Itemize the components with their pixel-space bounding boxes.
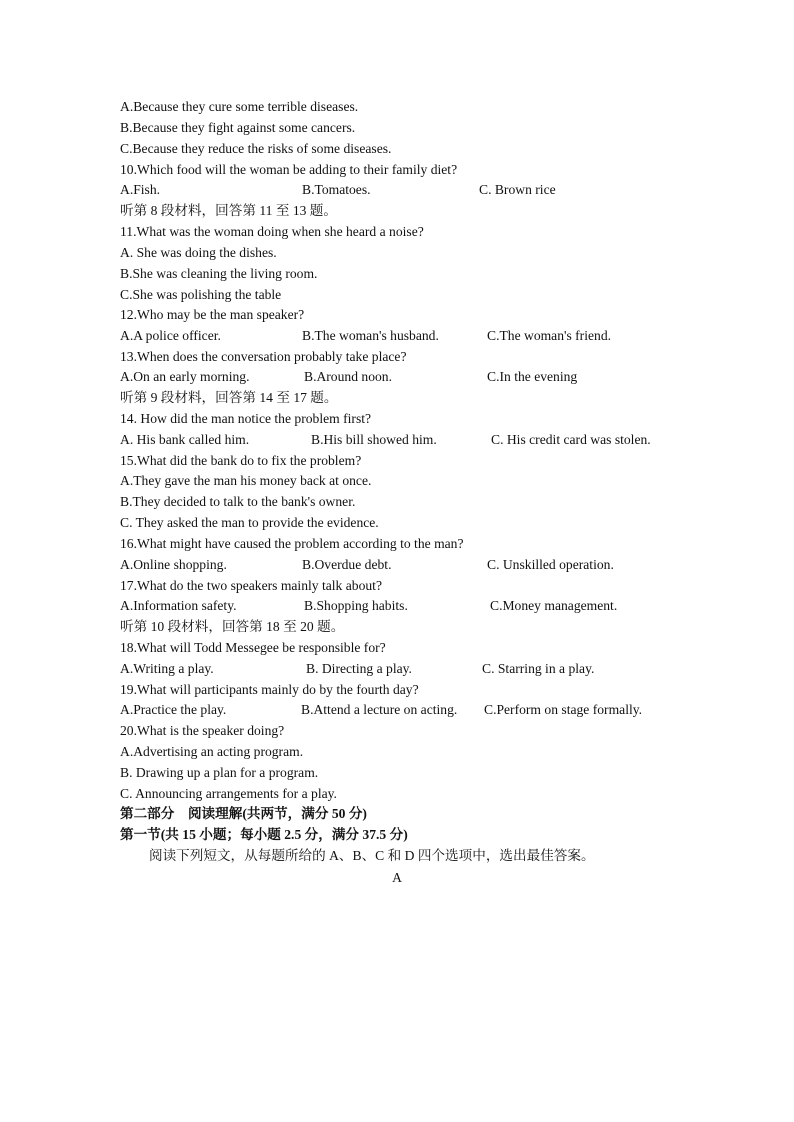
q17-option-c: C.Money management. xyxy=(490,598,618,613)
q14-option-c: C. His credit card was stolen. xyxy=(491,432,651,447)
q19-question: 19.What will participants mainly do by the fourth day? xyxy=(120,682,419,697)
section-10-instruction: 听第 10 段材料，回答第 18 至 20 题。 xyxy=(120,619,345,634)
q14-question: 14. How did the man notice the problem first? xyxy=(120,411,372,426)
reading-instructions: 阅读下列短文，从每题所给的 A、B、C 和 D 四个选项中，选出最佳答案。 xyxy=(149,848,595,863)
q16-question: 16.What might have caused the problem according to the man? xyxy=(120,536,464,551)
q10-option-c: C. Brown rice xyxy=(479,182,556,197)
q11-option-b: B.She was cleaning the living room. xyxy=(120,266,318,281)
q12-question: 12.Who may be the man speaker? xyxy=(120,307,305,322)
q11-option-a: A. She was doing the dishes. xyxy=(120,245,277,260)
q18-question: 18.What will Todd Messegee be responsible for? xyxy=(120,640,386,655)
q15-question: 15.What did the bank do to fix the problem? xyxy=(120,453,362,468)
q9-option-a: A.Because they cure some terrible diseases. xyxy=(120,99,359,114)
q17-option-b: B.Shopping habits. xyxy=(304,598,408,613)
q16-option-b: B.Overdue debt. xyxy=(302,557,392,572)
q16-option-c: C. Unskilled operation. xyxy=(487,557,614,572)
q17-question: 17.What do the two speakers mainly talk about? xyxy=(120,578,382,593)
q20-question: 20.What is the speaker doing? xyxy=(120,723,285,738)
q13-option-c: C.In the evening xyxy=(487,369,578,384)
q19-option-b: B.Attend a lecture on acting. xyxy=(301,702,458,717)
q20-option-c: C. Announcing arrangements for a play. xyxy=(120,786,337,801)
q15-option-a: A.They gave the man his money back at once. xyxy=(120,473,372,488)
passage-label: A xyxy=(392,870,402,885)
q12-option-a: A.A police officer. xyxy=(120,328,221,343)
q18-option-a: A.Writing a play. xyxy=(120,661,214,676)
q20-option-a: A.Advertising an acting program. xyxy=(120,744,304,759)
q9-option-c: C.Because they reduce the risks of some diseases. xyxy=(120,141,392,156)
section-1-heading: 第一节(共 15 小题；每小题 2.5 分，满分 37.5 分) xyxy=(120,827,408,842)
q13-option-a: A.On an early morning. xyxy=(120,369,250,384)
q17-option-a: A.Information safety. xyxy=(120,598,237,613)
q13-question: 13.When does the conversation probably take place? xyxy=(120,349,407,364)
q10-option-b: B.Tomatoes. xyxy=(302,182,371,197)
q10-option-a: A.Fish. xyxy=(120,182,161,197)
q13-option-b: B.Around noon. xyxy=(304,369,392,384)
q15-option-c: C. They asked the man to provide the evidence. xyxy=(120,515,379,530)
q20-option-b: B. Drawing up a plan for a program. xyxy=(120,765,319,780)
q15-option-b: B.They decided to talk to the bank's owner. xyxy=(120,494,356,509)
q14-option-a: A. His bank called him. xyxy=(120,432,250,447)
q10-question: 10.Which food will the woman be adding to their family diet? xyxy=(120,162,458,177)
q18-option-c: C. Starring in a play. xyxy=(482,661,595,676)
q12-option-c: C.The woman's friend. xyxy=(487,328,612,343)
q19-option-a: A.Practice the play. xyxy=(120,702,227,717)
q18-option-b: B. Directing a play. xyxy=(306,661,412,676)
q19-option-c: C.Perform on stage formally. xyxy=(484,702,643,717)
q9-option-b: B.Because they fight against some cancers. xyxy=(120,120,356,135)
q11-option-c: C.She was polishing the table xyxy=(120,287,282,302)
part-2-heading: 第二部分 阅读理解(共两节，满分 50 分) xyxy=(120,806,367,821)
section-9-instruction: 听第 9 段材料，回答第 14 至 17 题。 xyxy=(120,390,338,405)
q11-question: 11.What was the woman doing when she heard a noise? xyxy=(120,224,424,239)
section-8-instruction: 听第 8 段材料，回答第 11 至 13 题。 xyxy=(120,203,337,218)
q12-option-b: B.The woman's husband. xyxy=(302,328,439,343)
q14-option-b: B.His bill showed him. xyxy=(311,432,437,447)
q16-option-a: A.Online shopping. xyxy=(120,557,227,572)
